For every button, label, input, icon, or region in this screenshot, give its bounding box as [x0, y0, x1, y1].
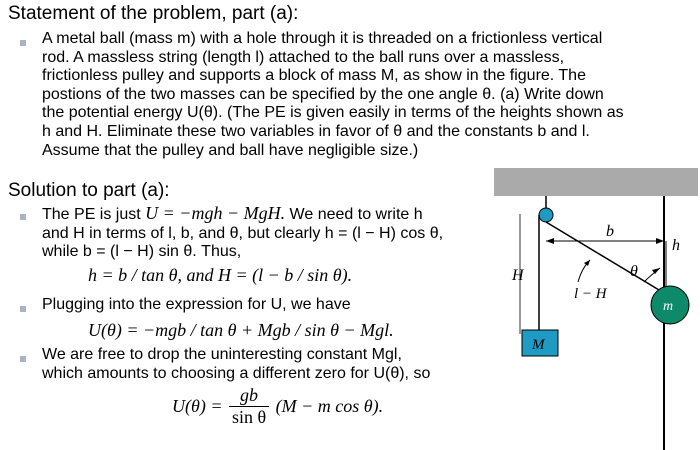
final-equation [172, 385, 383, 428]
label-l-minus-H: l − H [574, 286, 607, 302]
label-H: H [512, 267, 524, 284]
final-eq-denominator: sin θ [231, 407, 267, 427]
statement-line: the potential energy U(θ). (The PE is given easily in terms of the heights shown as [42, 104, 624, 122]
arrow-icon [584, 260, 590, 266]
bullet1-text: The PE is just [42, 206, 141, 223]
label-m: m [663, 299, 674, 314]
arrow-left-icon [546, 238, 554, 244]
bullet1-text-rest: We need to write h [289, 206, 423, 223]
solution-heading: Solution to part (a): [8, 180, 170, 201]
pulley-icon [539, 208, 553, 222]
final-eq-numerator: gb [229, 385, 269, 407]
statement-line: A metal ball (mass m) with a hole through it is threaded on a frictionless vertical [42, 30, 603, 47]
string-to-ball [546, 222, 664, 293]
final-eq-rhs: (M − m cos θ). [275, 396, 384, 416]
potential-equation: U(θ) = −mgb / tan θ + Mgb / sin θ − Mgl. [88, 320, 394, 340]
label-M: M [532, 337, 545, 353]
statement-line: postions of the two masses can be specified by the one angle θ. (a) Write down [42, 85, 604, 103]
label-b: b [606, 223, 614, 240]
statement-line: frictionless pulley and supports a block of mass M, as show in the figure. The [42, 67, 586, 85]
statement-line: rod. A massless string (length l) attached to the ball runs over a massless, [42, 48, 565, 66]
bullet1-line2: and H in terms of l, b, and θ, but clearly h = (l − H) cos θ, [42, 224, 444, 242]
statement-line: Assume that the pulley and ball have negligible size.) [42, 141, 419, 159]
bullet2-line1: Plugging into the expression for U, we have [42, 296, 351, 313]
bullet-marker [20, 214, 26, 220]
ceiling [494, 168, 698, 196]
pulley-figure [494, 168, 698, 450]
statement-paragraph [42, 30, 624, 160]
bullet3-line1: We are free to drop the uninteresting constant Mgl, [42, 346, 402, 363]
label-h: h [672, 237, 680, 254]
pe-equation: U = −mgh − MgH. [145, 203, 286, 223]
arrow-right-icon [656, 238, 664, 244]
solution-bullet-2 [42, 296, 351, 315]
label-theta: θ [630, 263, 638, 280]
h-H-equation: h = b / tan θ, and H = (l − b / sin θ). [88, 265, 353, 285]
bullet-marker [20, 40, 26, 46]
bullet3-line2: which amounts to choosing a different zero for U(θ), so [42, 364, 431, 382]
bullet-marker [20, 356, 26, 362]
final-eq-lhs: U(θ) = [172, 396, 223, 416]
solution-bullet-1 [42, 204, 443, 262]
final-eq-fraction [229, 385, 269, 428]
bullet1-line3: while b = (l − H) sin θ. Thus, [42, 243, 242, 261]
solution-bullet-3 [42, 346, 430, 383]
statement-line: h and H. Eliminate these two variables in favor of θ and the constants b and l. [42, 122, 590, 140]
statement-heading: Statement of the problem, part (a): [8, 3, 299, 24]
bullet-marker [20, 306, 26, 312]
